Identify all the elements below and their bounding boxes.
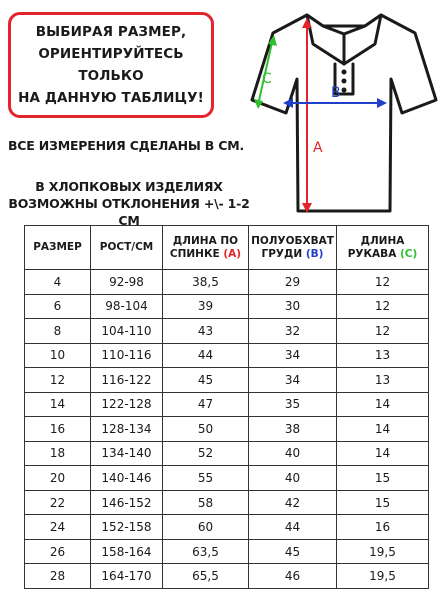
cell-height: 92-98 — [91, 270, 163, 295]
cell-size: 10 — [25, 343, 91, 368]
cell-sleeve-length: 14 — [337, 417, 429, 442]
cell-sleeve-length: 15 — [337, 490, 429, 515]
cell-size: 22 — [25, 490, 91, 515]
header-size: РАЗМЕР — [25, 226, 91, 270]
cell-half-chest: 40 — [249, 466, 337, 491]
cell-sleeve-length: 14 — [337, 441, 429, 466]
cell-half-chest: 38 — [249, 417, 337, 442]
cell-sleeve-length: 13 — [337, 368, 429, 393]
header-back-length: ДЛИНА ПО СПИНКЕ (A) — [163, 226, 249, 270]
cell-half-chest: 40 — [249, 441, 337, 466]
cell-size: 28 — [25, 564, 91, 589]
cell-back-length: 65,5 — [163, 564, 249, 589]
cell-sleeve-length: 13 — [337, 343, 429, 368]
cell-sleeve-length: 12 — [337, 294, 429, 319]
table-row — [25, 466, 429, 491]
cell-back-length: 63,5 — [163, 539, 249, 564]
cell-back-length: 60 — [163, 515, 249, 540]
notice-line-1: ВЫБИРАЯ РАЗМЕР, — [35, 24, 187, 40]
header-tag-a: (A) — [223, 247, 242, 260]
label-c: C — [262, 71, 272, 87]
header-sleeve-length: ДЛИНА РУКАВА (C) — [337, 226, 429, 270]
cell-sleeve-length: 12 — [337, 319, 429, 344]
cell-size: 6 — [25, 294, 91, 319]
cell-half-chest: 46 — [249, 564, 337, 589]
cell-half-chest: 34 — [249, 343, 337, 368]
cell-size: 24 — [25, 515, 91, 540]
table-row — [25, 417, 429, 442]
table-row — [25, 392, 429, 417]
cell-half-chest: 30 — [249, 294, 337, 319]
notice-line-3: НА ДАННУЮ ТАБЛИЦУ! — [18, 90, 204, 106]
size-notice-box — [8, 12, 214, 118]
cell-height: 110-116 — [91, 343, 163, 368]
cell-sleeve-length: 16 — [337, 515, 429, 540]
table-row — [25, 319, 429, 344]
cell-back-length: 47 — [163, 392, 249, 417]
table-row — [25, 270, 429, 295]
cell-height: 104-110 — [91, 319, 163, 344]
cell-size: 12 — [25, 368, 91, 393]
cell-half-chest: 35 — [249, 392, 337, 417]
cell-half-chest: 34 — [249, 368, 337, 393]
cell-back-length: 38,5 — [163, 270, 249, 295]
cell-back-length: 39 — [163, 294, 249, 319]
cell-size: 20 — [25, 466, 91, 491]
cell-back-length: 43 — [163, 319, 249, 344]
cell-back-length: 55 — [163, 466, 249, 491]
size-table-header-row — [25, 226, 429, 270]
polo-shirt-diagram — [245, 6, 443, 220]
table-row — [25, 441, 429, 466]
table-row — [25, 343, 429, 368]
cell-back-length: 45 — [163, 368, 249, 393]
header-height: РОСТ/СМ — [91, 226, 163, 270]
table-row — [25, 539, 429, 564]
header-tag-c: (C) — [399, 247, 418, 260]
cell-size: 8 — [25, 319, 91, 344]
notice-line-2: ОРИЕНТИРУЙТЕСЬ ТОЛЬКО — [38, 46, 184, 84]
cell-half-chest: 45 — [249, 539, 337, 564]
cell-height: 128-134 — [91, 417, 163, 442]
cell-size: 4 — [25, 270, 91, 295]
cell-sleeve-length: 15 — [337, 466, 429, 491]
cell-size: 18 — [25, 441, 91, 466]
cotton-deviation-note — [0, 178, 258, 229]
size-table — [24, 225, 429, 589]
cell-half-chest: 42 — [249, 490, 337, 515]
cell-height: 98-104 — [91, 294, 163, 319]
table-row — [25, 490, 429, 515]
cell-height: 152-158 — [91, 515, 163, 540]
cell-height: 122-128 — [91, 392, 163, 417]
cotton-note-line-2: ВОЗМОЖНЫ ОТКЛОНЕНИЯ +\- 1-2 СМ — [8, 196, 250, 228]
cell-back-length: 52 — [163, 441, 249, 466]
polo-shirt-outline — [252, 15, 436, 211]
cell-height: 134-140 — [91, 441, 163, 466]
cotton-note-line-1: В ХЛОПКОВЫХ ИЗДЕЛИЯХ — [35, 179, 223, 194]
cell-sleeve-length: 19,5 — [337, 564, 429, 589]
label-a: A — [313, 140, 323, 156]
placket-buttons — [342, 70, 347, 93]
table-row — [25, 564, 429, 589]
cell-half-chest: 32 — [249, 319, 337, 344]
cell-height: 140-146 — [91, 466, 163, 491]
label-b: B — [331, 85, 341, 101]
table-row — [25, 368, 429, 393]
table-row — [25, 515, 429, 540]
table-row — [25, 294, 429, 319]
cell-height: 146-152 — [91, 490, 163, 515]
header-tag-b: (B) — [305, 247, 324, 260]
measurement-note: ВСЕ ИЗМЕРЕНИЯ СДЕЛАНЫ В СМ. — [7, 138, 245, 153]
cell-height: 116-122 — [91, 368, 163, 393]
cell-size: 14 — [25, 392, 91, 417]
cell-height: 158-164 — [91, 539, 163, 564]
cell-sleeve-length: 12 — [337, 270, 429, 295]
header-half-chest: ПОЛУОБХВАТ ГРУДИ (B) — [249, 226, 337, 270]
cell-sleeve-length: 19,5 — [337, 539, 429, 564]
cell-height: 164-170 — [91, 564, 163, 589]
cell-sleeve-length: 14 — [337, 392, 429, 417]
cell-half-chest: 44 — [249, 515, 337, 540]
cell-back-length: 58 — [163, 490, 249, 515]
cell-size: 26 — [25, 539, 91, 564]
cell-back-length: 44 — [163, 343, 249, 368]
cell-back-length: 50 — [163, 417, 249, 442]
cell-size: 16 — [25, 417, 91, 442]
cell-half-chest: 29 — [249, 270, 337, 295]
